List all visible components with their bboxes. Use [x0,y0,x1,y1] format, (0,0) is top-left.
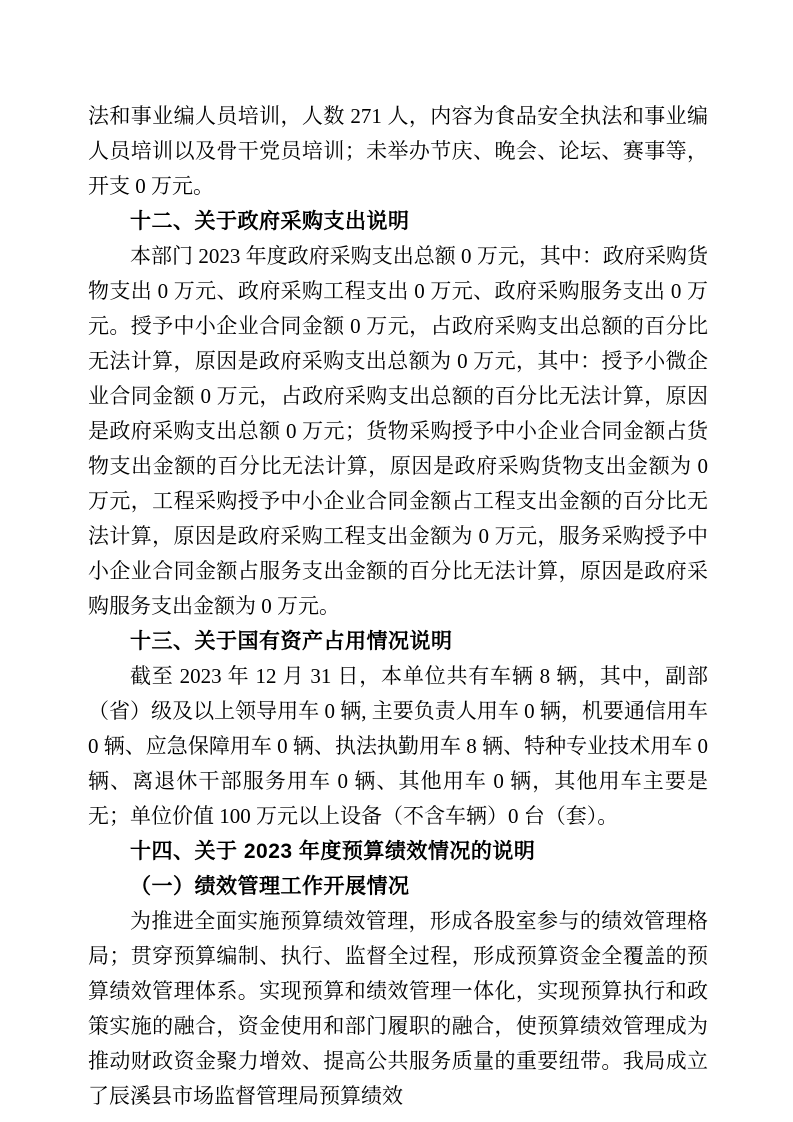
section-12-paragraph: 本部门 2023 年度政府采购支出总额 0 万元，其中：政府采购货物支出 0 万元、政府采购工程支出 0 万元、政府采购服务支出 0 万元。授予中小企业合同金额 0 万元，占政府采购支出总额的百分比无法计算，原因是政府采购支出总额为 0 万元，其中：授予小微企业合同金额 0 万元，占政府采购支出总额的百分比无法计算，原因是政府采购支出总额 0 万元；货物采购授予中小企业合同金额占货物支出金额的百分比无法计算，原因是政府采购货物支出金额为 0 万元，工程采购授予中小企业合同金额占工程支出金额的百分比无法计算，原因是政府采购工程支出金额为 0 万元，服务采购授予中小企业合同金额占服务支出金额的百分比无法计算，原因是政府采购服务支出金额为 0 万元。 [88,244,708,618]
section-13-paragraph: 截至 2023 年 12 月 31 日，本单位共有车辆 8 辆，其中，副部（省）级及以上领导用车 0 辆, 主要负责人用车 0 辆，机要通信用车 0 辆、应急保障用车 0 辆、执法执勤用车 8 辆、特种专业技术用车 0 辆、离退休干部服务用车 0 辆、其他用车 0 辆，其他用车主要是无；单位价值 100 万元以上设备（不含车辆）0 台（套）。 [88,664,708,828]
section-13-heading: 十三、关于国有资产占用情况说明 [130,630,453,653]
section-12-heading: 十二、关于政府采购支出说明 [130,210,410,233]
paragraph-training-expense-continuation: 法和事业编人员培训，人数 271 人，内容为食品安全执法和事业编人员培训以及骨干党员培训；未举办节庆、晚会、论坛、赛事等，开支 0 万元。 [88,104,708,198]
document-content [88,99,708,1114]
section-14-paragraph-1: 为推进全面实施预算绩效管理，形成各股室参与的绩效管理格局；贯穿预算编制、执行、监督全过程，形成预算资金全覆盖的预算绩效管理体系。实现预算和绩效管理一体化，实现预算执行和政策实施的融合，资金使用和部门履职的融合，使预算绩效管理成为推动财政资金聚力增效、提高公共服务质量的重要纽带。我局成立了辰溪县市场监督管理局预算绩效 [88,909,708,1108]
section-14-heading: 十四、关于 2023 年度预算绩效情况的说明 [130,840,536,863]
section-14-subheading-1: （一）绩效管理工作开展情况 [130,874,410,898]
